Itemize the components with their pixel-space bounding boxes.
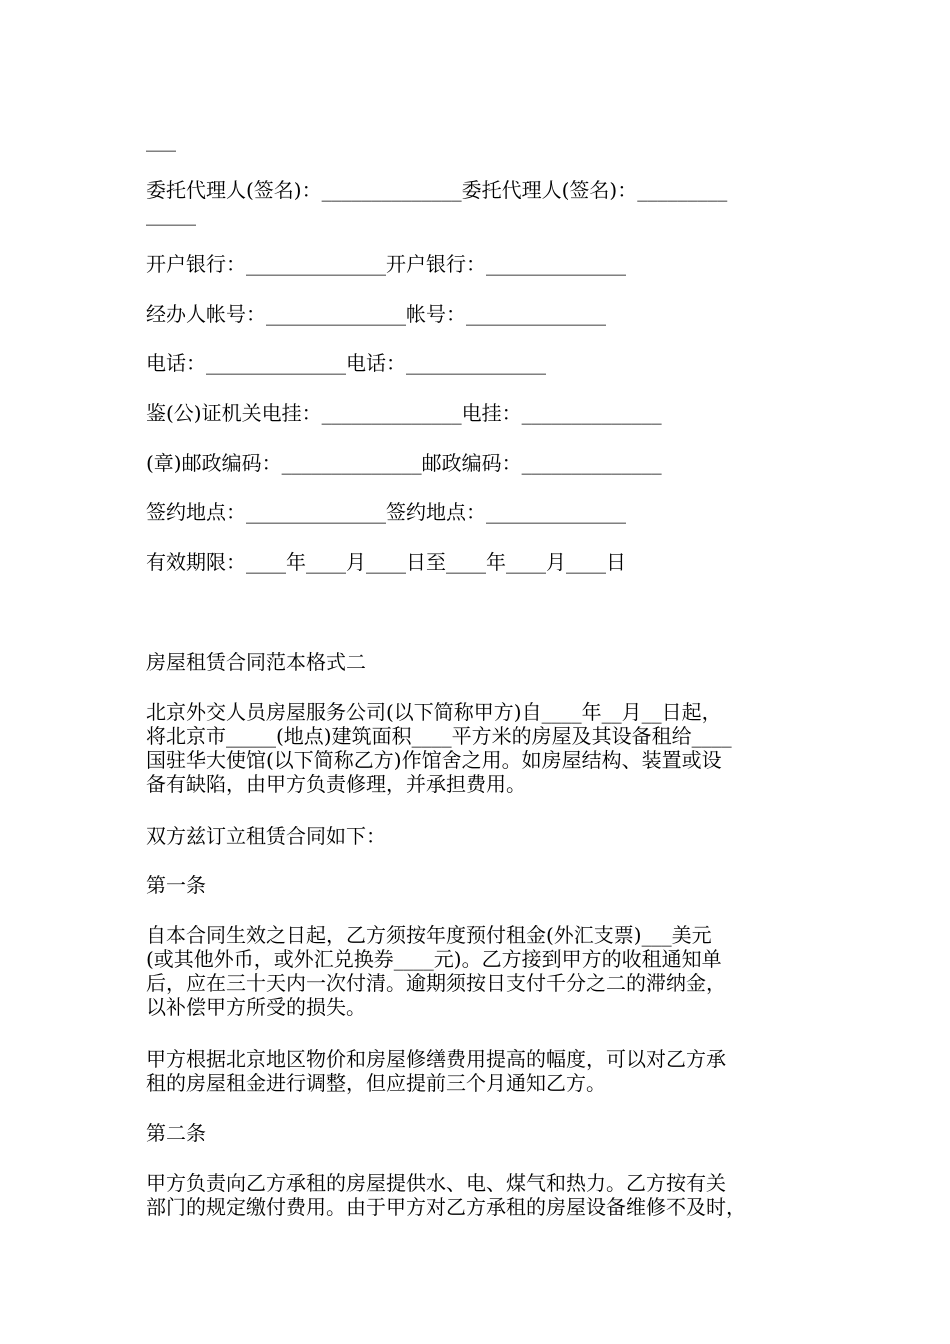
article-2-paragraph-1 — [146, 1171, 818, 1219]
article-1-paragraph-1-line: (或其他外币，或外汇兑换券____元)。乙方接到甲方的收租通知单 — [146, 947, 722, 971]
validity-period-line: 有效期限：____年____月____日至____年____月____日 — [146, 550, 626, 574]
article-2-heading: 第二条 — [146, 1121, 206, 1145]
article-1-paragraph-2-line: 甲方根据北京地区物价和房屋修缮费用提高的幅度，可以对乙方承 — [146, 1047, 726, 1071]
notary-line: 鉴(公)证机关电挂：______________电挂：______________ — [146, 401, 662, 425]
account-line: 经办人帐号：______________帐号：______________ — [146, 302, 606, 326]
article-2-paragraph-1-line: 甲方负责向乙方承租的房屋提供水、电、煤气和热力。乙方按有关 — [146, 1171, 726, 1195]
article-1-paragraph-1 — [146, 923, 818, 1019]
intro-paragraph — [146, 700, 818, 796]
bank-line: 开户银行：______________开户银行：______________ — [146, 252, 626, 276]
article-2-paragraph-1-line: 部门的规定缴付费用。由于甲方对乙方承租的房屋设备维修不及时， — [146, 1195, 746, 1219]
article-1-heading: 第一条 — [146, 873, 206, 897]
signature-top-fragment: ___ — [146, 128, 176, 152]
agent-signature-line: 委托代理人(签名)：______________委托代理人(签名)：_________ — [146, 178, 728, 202]
article-1-paragraph-2 — [146, 1047, 818, 1095]
postal-code-line: (章)邮政编码：______________邮政编码：______________ — [146, 451, 662, 475]
signing-place-line: 签约地点：______________签约地点：______________ — [146, 500, 626, 524]
article-1-paragraph-2-line: 租的房屋租金进行调整，但应提前三个月通知乙方。 — [146, 1071, 606, 1095]
intro-paragraph-line: 将北京市_____(地点)建筑面积____平方米的房屋及其设备租给____ — [146, 724, 732, 748]
intro-paragraph-line: 北京外交人员房屋服务公司(以下简称甲方)自____年__月__日起， — [146, 700, 722, 724]
section-title: 房屋租赁合同范本格式二 — [146, 650, 366, 674]
agreement-intro: 双方兹订立租赁合同如下： — [146, 824, 386, 848]
article-1-paragraph-1-line: 以补偿甲方所受的损失。 — [146, 995, 366, 1019]
article-1-paragraph-1-line: 自本合同生效之日起，乙方须按年度预付租金(外汇支票)___美元 — [146, 923, 712, 947]
agent-signature-line-continued: _____ — [146, 202, 196, 226]
intro-paragraph-line: 备有缺陷，由甲方负责修理，并承担费用。 — [146, 772, 526, 796]
article-1-paragraph-1-line: 后，应在三十天内一次付清。逾期须按日支付千分之二的滞纳金， — [146, 971, 726, 995]
phone-line: 电话：______________电话：______________ — [146, 351, 546, 375]
intro-paragraph-line: 国驻华大使馆(以下简称乙方)作馆舍之用。如房屋结构、装置或设 — [146, 748, 722, 772]
